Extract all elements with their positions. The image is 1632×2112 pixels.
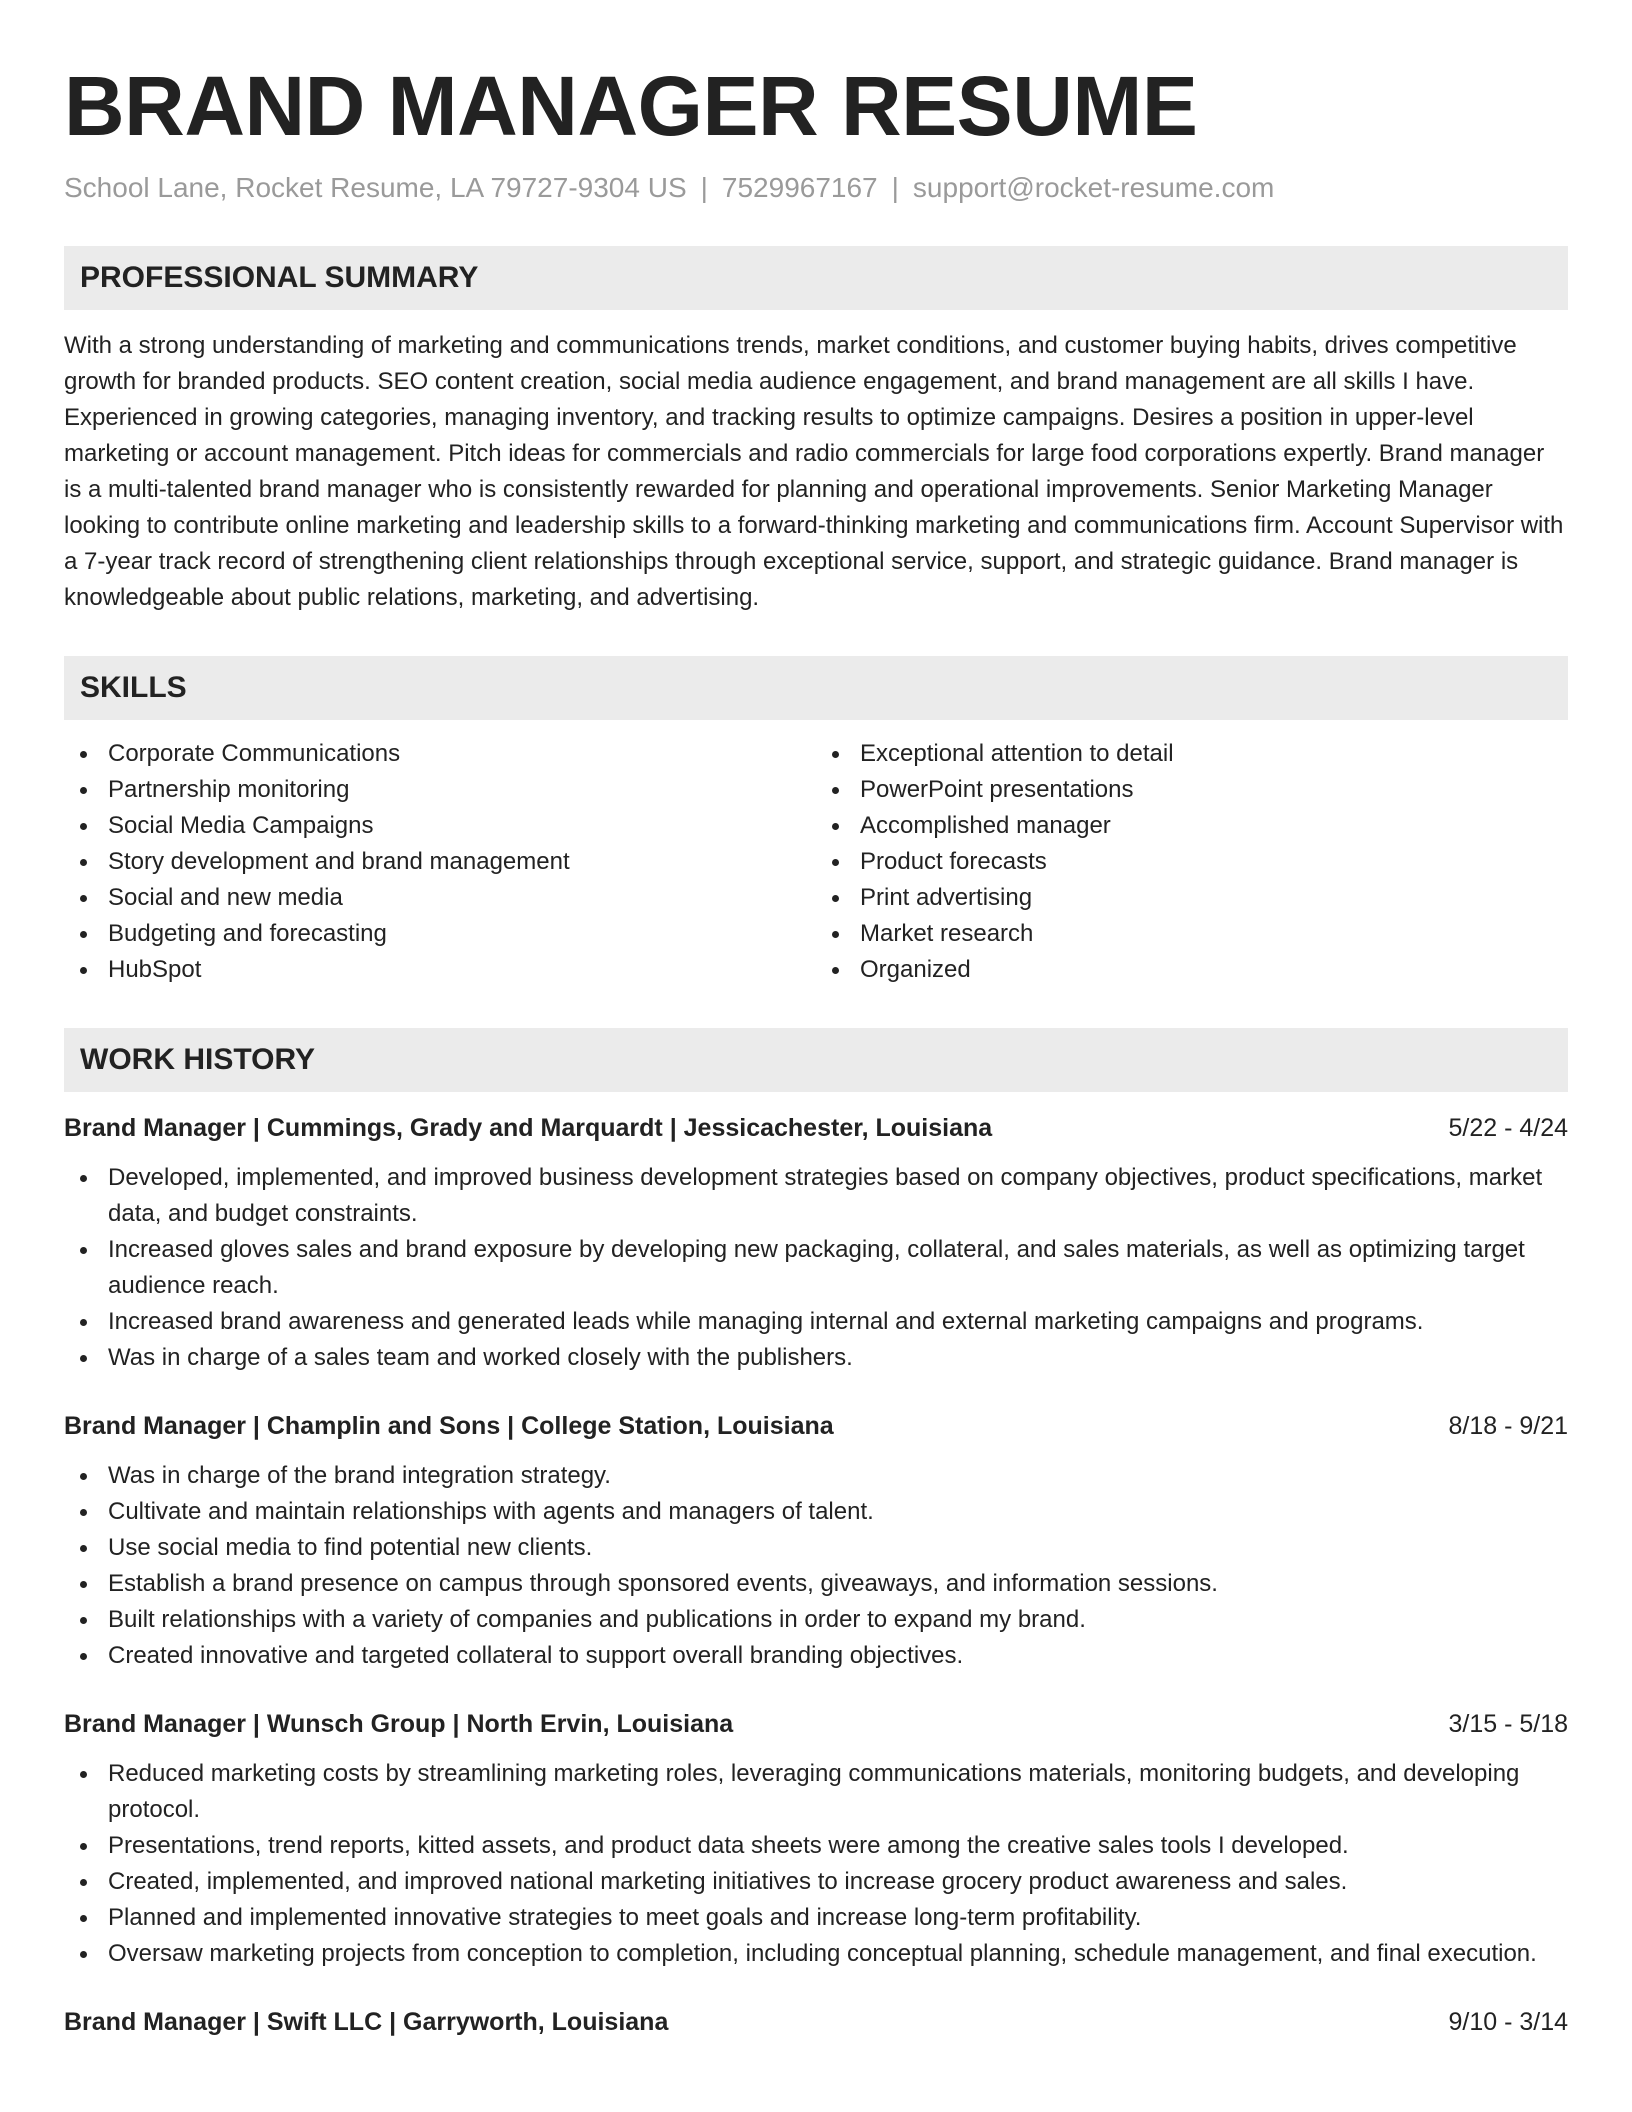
job-bullet: Increased gloves sales and brand exposure by developing new packaging, collateral, and sales materials, as well as optimizing target audience reach. (64, 1232, 1568, 1304)
job-bullets (64, 1756, 1568, 1972)
job-title: Brand Manager | Cummings, Grady and Marquardt | Jessicachester, Louisiana (64, 1114, 993, 1142)
job-bullet: Use social media to find potential new clients. (64, 1530, 1568, 1566)
job-bullet: Was in charge of a sales team and worked closely with the publishers. (64, 1340, 1568, 1376)
skill-item: Social Media Campaigns (64, 808, 816, 844)
job-bullet: Cultivate and maintain relationships with agents and managers of talent. (64, 1494, 1568, 1530)
job-header (64, 1408, 1568, 1444)
summary-text: With a strong understanding of marketing and communications trends, market conditions, and customer buying habits, drives competitive growth for branded products. SEO content creation, social media audience engagement, and brand management are all skills I have. Experienced in growing categories, managing inventory, and tracking results to optimize campaigns. Desires a position in upper-level marketing or account management. Pitch ideas for commercials and radio commercials for large food corporations expertly. Brand manager is a multi-talented brand manager who is consistently rewarded for planning and operational improvements. Senior Marketing Manager looking to contribute online marketing and leadership skills to a forward-thinking marketing and communications firm. Account Supervisor with a 7-year track record of strengthening client relationships through exceptional service, support, and strategic guidance. Brand manager is knowledgeable about public relations, marketing, and advertising. (64, 332, 1564, 611)
job-bullet: Was in charge of the brand integration strategy. (64, 1458, 1568, 1494)
job-title: Brand Manager | Swift LLC | Garryworth, Louisiana (64, 2008, 669, 2036)
job-header (64, 1110, 1568, 1146)
contact-address: School Lane, Rocket Resume, LA 79727-9304 US (64, 172, 687, 203)
job-title: Brand Manager | Wunsch Group | North Ervin, Louisiana (64, 1710, 734, 1738)
skill-item: Product forecasts (816, 844, 1568, 880)
skill-item: Accomplished manager (816, 808, 1568, 844)
job-bullet: Reduced marketing costs by streamlining marketing roles, leveraging communications materials, monitoring budgets, and developing protocol. (64, 1756, 1568, 1828)
skill-item: Market research (816, 916, 1568, 952)
skills-section-header (64, 656, 1568, 720)
job-bullet: Created, implemented, and improved national marketing initiatives to increase grocery product awareness and sales. (64, 1864, 1568, 1900)
summary-section-header (64, 246, 1568, 310)
job-bullet: Establish a brand presence on campus through sponsored events, giveaways, and information sessions. (64, 1566, 1568, 1602)
skill-item: Exceptional attention to detail (816, 736, 1568, 772)
work-heading: WORK HISTORY (80, 1043, 316, 1076)
resume-title: BRAND MANAGER RESUME (64, 59, 1198, 153)
job-bullets (64, 1458, 1568, 1674)
job-entry (64, 1110, 1568, 1376)
skills-list (64, 736, 1568, 988)
skills-heading: SKILLS (80, 671, 187, 704)
contact-line (64, 170, 1568, 206)
skill-item: Story development and brand management (64, 844, 816, 880)
skills-column-right (816, 736, 1568, 988)
skill-item: HubSpot (64, 952, 816, 988)
skill-item: Organized (816, 952, 1568, 988)
skill-item: PowerPoint presentations (816, 772, 1568, 808)
work-section-header (64, 1028, 1568, 1092)
job-bullet: Oversaw marketing projects from conception to completion, including conceptual planning, schedule management, and final execution. (64, 1936, 1568, 1972)
contact-phone: 7529967167 (721, 172, 878, 203)
job-entry (64, 1408, 1568, 1674)
contact-email: support@rocket-resume.com (912, 172, 1275, 203)
skill-item: Social and new media (64, 880, 816, 916)
job-header (64, 1706, 1568, 1742)
job-dates: 9/10 - 3/14 (1448, 2008, 1568, 2036)
job-bullet: Increased brand awareness and generated leads while managing internal and external marketing campaigns and programs. (64, 1304, 1568, 1340)
skill-item: Budgeting and forecasting (64, 916, 816, 952)
job-entry (64, 1706, 1568, 1972)
contact-separator: | (891, 172, 899, 203)
job-title: Brand Manager | Champlin and Sons | College Station, Louisiana (64, 1412, 834, 1440)
summary-heading: PROFESSIONAL SUMMARY (80, 261, 479, 294)
job-bullet: Developed, implemented, and improved business development strategies based on company objectives, product specifications, market data, and budget constraints. (64, 1160, 1568, 1232)
job-entry (64, 2004, 1568, 2040)
job-header (64, 2004, 1568, 2040)
skills-column-left (64, 736, 816, 988)
skill-item: Corporate Communications (64, 736, 816, 772)
job-bullet: Built relationships with a variety of companies and publications in order to expand my brand. (64, 1602, 1568, 1638)
job-dates: 5/22 - 4/24 (1448, 1114, 1568, 1142)
skill-item: Print advertising (816, 880, 1568, 916)
job-bullet: Planned and implemented innovative strategies to meet goals and increase long-term profitability. (64, 1900, 1568, 1936)
contact-separator: | (700, 172, 708, 203)
skill-item: Partnership monitoring (64, 772, 816, 808)
job-bullet: Presentations, trend reports, kitted assets, and product data sheets were among the creative sales tools I developed. (64, 1828, 1568, 1864)
job-bullet: Created innovative and targeted collateral to support overall branding objectives. (64, 1638, 1568, 1674)
job-dates: 8/18 - 9/21 (1448, 1412, 1568, 1440)
job-bullets (64, 1160, 1568, 1376)
job-dates: 3/15 - 5/18 (1448, 1710, 1568, 1738)
